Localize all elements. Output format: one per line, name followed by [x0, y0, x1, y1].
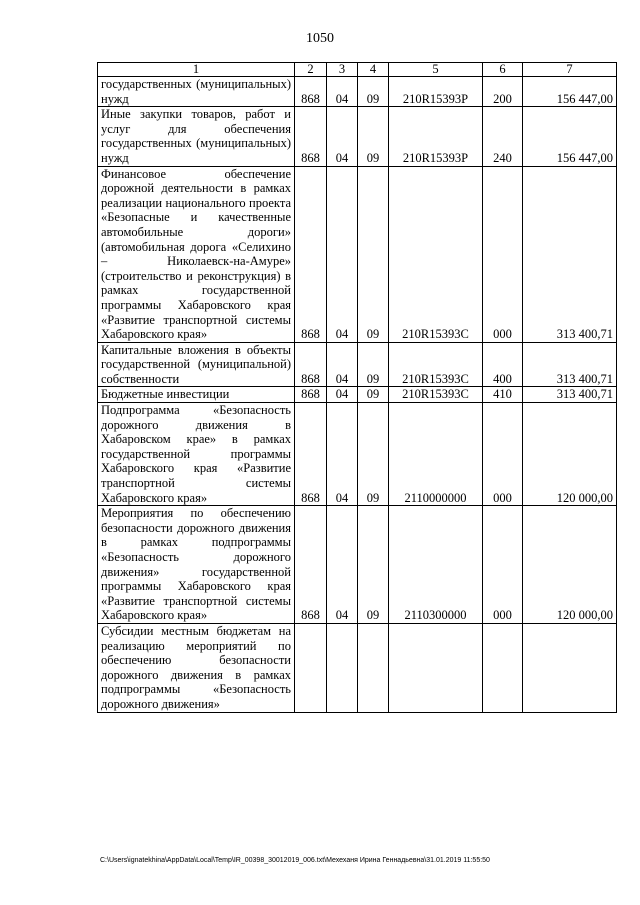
row-name: Финансовое обеспечение дорожной деятельности в рамках реализации национального проекта «Безопасные и качественные автомобильные дороги» (автомобильная дорога «Селихино – Николаевск-на-Амуре» (строительство и реконструкция) в рамках государственной программы Хабаровского края «Развитие транспортной системы Хабаровского края» [101, 166, 291, 342]
code-subsection: 09 [358, 166, 389, 342]
code-subsection [358, 623, 389, 712]
code-expense-type: 000 [483, 403, 523, 506]
code-expense-type: 000 [483, 506, 523, 624]
code-ministry: 868 [295, 166, 327, 342]
row-name-cell [98, 342, 295, 387]
code-expense-type [483, 623, 523, 712]
code-target: 210R15393P [389, 107, 483, 166]
file-path-footer: C:\Users\ignatekhina\AppData\Local\Temp\IR_00398_30012019_006.txt\Мехеханя Ирина Геннадьевна\31.01.2019 11:55:50 [100, 857, 490, 864]
row-name: Субсидии местным бюджетам на реализацию мероприятий по обеспечению безопасности дорожного движения в рамках подпрограммы «Безопасность дорожного движения» [101, 623, 291, 711]
amount: 313 400,71 [523, 166, 617, 342]
table-row [98, 623, 617, 712]
code-section: 04 [327, 166, 358, 342]
code-expense-type: 200 [483, 77, 523, 107]
row-name: Мероприятия по обеспечению безопасности дорожного движения в рамках подпрограммы «Безопасность дорожного движения» государственной программы Хабаровского края «Развитие транспортной системы Хабаровского края» [101, 506, 291, 623]
table-row [98, 166, 617, 342]
row-name: Подпрограмма «Безопасность дорожного движения в Хабаровском крае» в рамках государственной программы Хабаровского края «Развитие транспортной системы Хабаровского края» [101, 403, 291, 505]
code-target [389, 623, 483, 712]
row-name: Бюджетные инвестиции [101, 387, 230, 402]
amount: 120 000,00 [523, 506, 617, 624]
code-section [327, 623, 358, 712]
code-target: 210R15393P [389, 77, 483, 107]
code-expense-type: 240 [483, 107, 523, 166]
header-col-4: 4 [358, 63, 389, 77]
table-row [98, 77, 617, 107]
code-target: 2110000000 [389, 403, 483, 506]
header-col-5: 5 [389, 63, 483, 77]
code-section: 04 [327, 77, 358, 107]
code-section: 04 [327, 107, 358, 166]
amount [523, 623, 617, 712]
header-col-1: 1 [98, 63, 295, 77]
amount: 313 400,71 [523, 387, 617, 403]
amount: 120 000,00 [523, 403, 617, 506]
code-expense-type: 400 [483, 342, 523, 387]
code-subsection: 09 [358, 403, 389, 506]
code-ministry: 868 [295, 107, 327, 166]
code-section: 04 [327, 403, 358, 506]
amount: 156 447,00 [523, 77, 617, 107]
row-name-cell [98, 506, 295, 624]
code-ministry: 868 [295, 403, 327, 506]
page-number: 1050 [306, 31, 334, 46]
table-row [98, 342, 617, 387]
code-target: 210R15393C [389, 166, 483, 342]
table-row [98, 403, 617, 506]
budget-table [97, 62, 617, 713]
row-name-cell [98, 77, 295, 107]
row-name-cell [98, 107, 295, 166]
row-name-cell [98, 623, 295, 712]
code-section: 04 [327, 387, 358, 403]
code-section: 04 [327, 506, 358, 624]
header-col-7: 7 [523, 63, 617, 77]
code-target: 2110300000 [389, 506, 483, 624]
header-col-3: 3 [327, 63, 358, 77]
code-expense-type: 000 [483, 166, 523, 342]
code-subsection: 09 [358, 342, 389, 387]
code-expense-type: 410 [483, 387, 523, 403]
code-target: 210R15393C [389, 342, 483, 387]
code-subsection: 09 [358, 387, 389, 403]
table-row [98, 107, 617, 166]
header-col-6: 6 [483, 63, 523, 77]
row-name: Иные закупки товаров, работ и услуг для обеспечения государственных (муниципальных) нужд [101, 107, 291, 165]
row-name-cell [98, 403, 295, 506]
code-ministry: 868 [295, 506, 327, 624]
code-subsection: 09 [358, 77, 389, 107]
row-name-cell [98, 166, 295, 342]
code-subsection: 09 [358, 107, 389, 166]
code-ministry: 868 [295, 77, 327, 107]
row-name: государственных (муниципальных) нужд [101, 77, 291, 106]
code-ministry [295, 623, 327, 712]
table-row [98, 506, 617, 624]
table-row [98, 387, 617, 403]
code-ministry: 868 [295, 342, 327, 387]
row-name-cell [98, 387, 295, 403]
code-subsection: 09 [358, 506, 389, 624]
header-col-2: 2 [295, 63, 327, 77]
code-target: 210R15393C [389, 387, 483, 403]
code-section: 04 [327, 342, 358, 387]
amount: 313 400,71 [523, 342, 617, 387]
row-name: Капитальные вложения в объекты государственной (муниципальной) собственности [101, 342, 291, 386]
amount: 156 447,00 [523, 107, 617, 166]
code-ministry: 868 [295, 387, 327, 403]
header-row [98, 63, 617, 77]
